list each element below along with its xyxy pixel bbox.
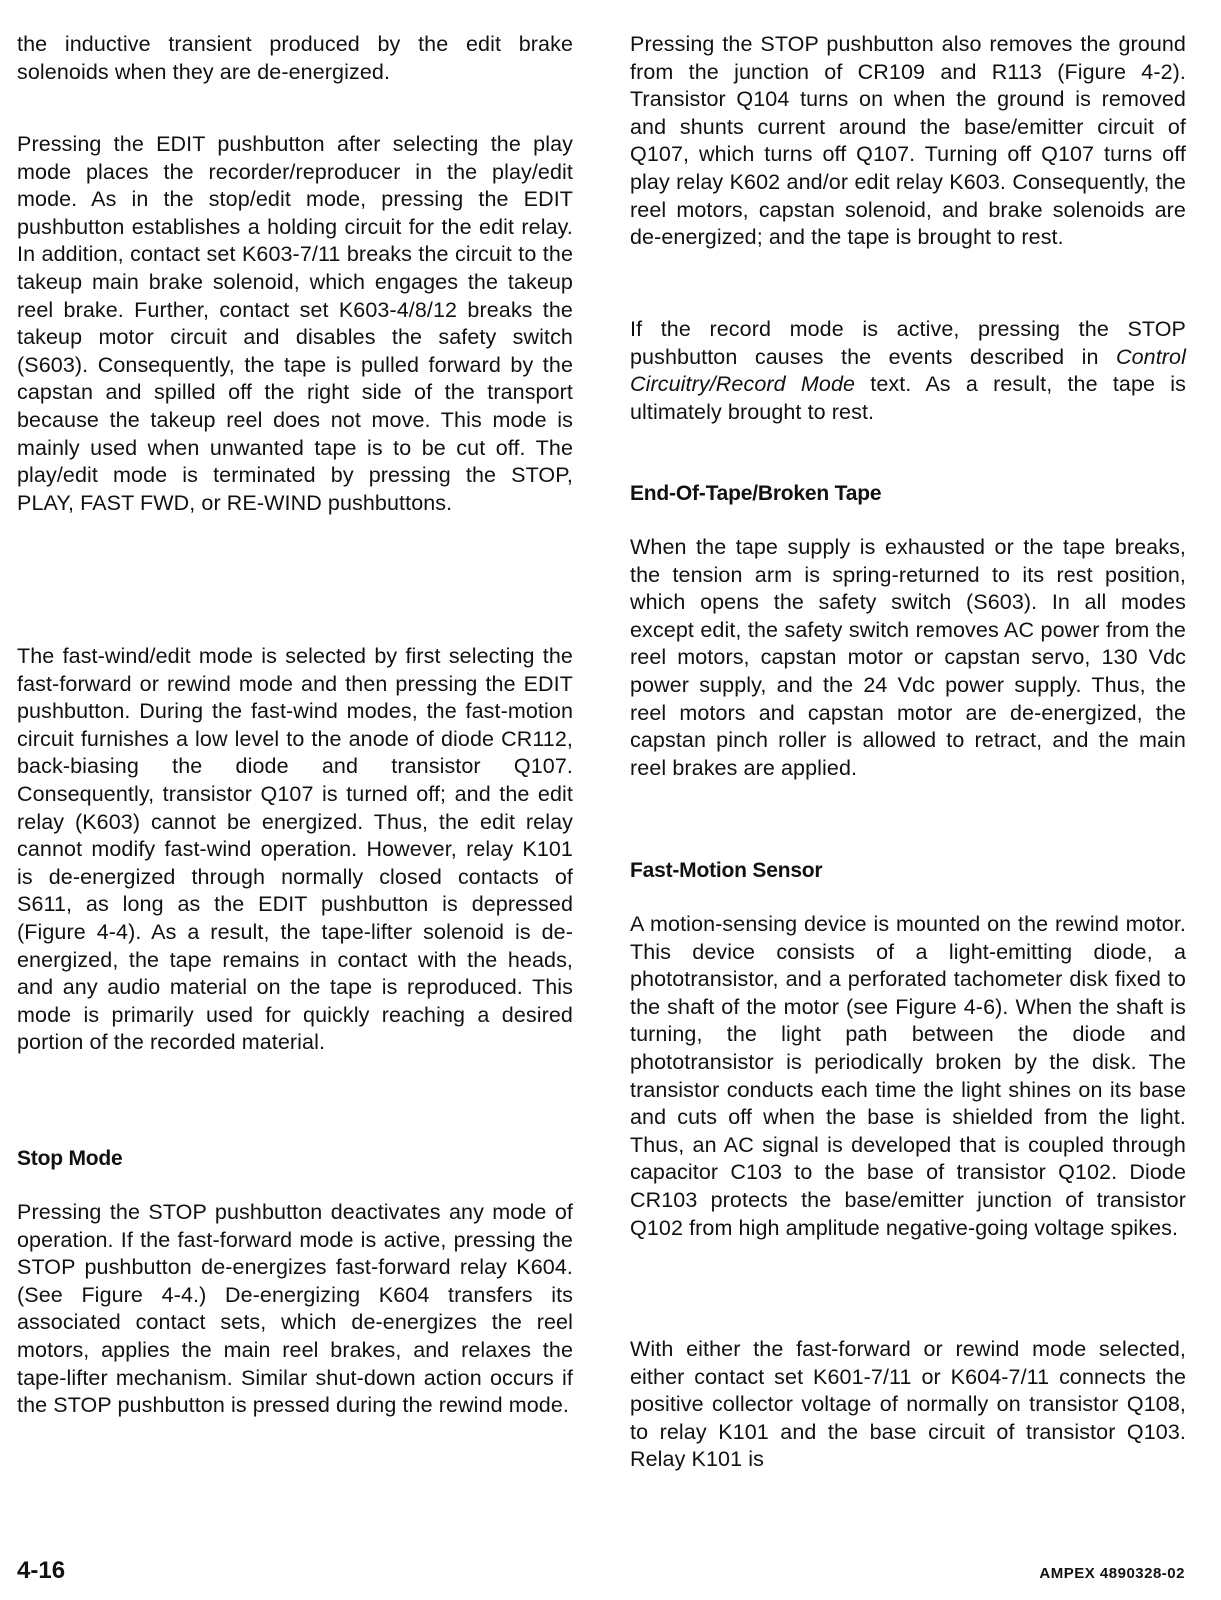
heading-stop-mode: Stop Mode [17, 1147, 123, 1170]
paragraph-play-edit-mode: Pressing the EDIT pushbutton after selecting the play mode places the recorder/reproducer in the play/edit mode. As in the stop/edit mode, pressing the EDIT pushbutton establishes a holding circuit for the edit relay. In addition, contact set K603-7/11 breaks the circuit to the takeup main brake solenoid, which engages the takeup reel brake. Further, contact set K603-4/8/12 breaks the takeup motor circuit and disables the safety switch (S603). Consequently, the tape is pulled forward by the capstan and spilled off the right side of the transport because the takeup reel does not move. This mode is mainly used when unwanted tape is to be cut off. The play/edit mode is terminated by pressing the STOP, PLAY, FAST FWD, or RE-WIND pushbuttons. [17, 132, 573, 515]
paragraph-end-of-tape: When the tape supply is exhausted or the tape breaks, the tension arm is spring-returned to its rest position, which opens the safety switch (S603). In all modes except edit, the safety switch removes AC power from the reel motors, capstan motor or capstan servo, 130 Vdc power supply, and the 24 Vdc power supply. Thus, the reel motors and capstan motor are de-energized, the capstan pinch roller is allowed to retract, and the main reel brakes are applied. [630, 535, 1186, 780]
document-id: AMPEX 4890328-02 [1039, 1565, 1185, 1582]
paragraph-edit-brake-transient: the inductive transient produced by the edit brake solenoids when they are de-energized. [17, 32, 573, 84]
page-number: 4-16 [17, 1557, 66, 1584]
paragraph-fast-forward-rewind-contact: With either the fast-forward or rewind mode selected, either contact set K601-7/11 or K604-7/11 connects the positive collector voltage of normally on transistor Q108, to relay K101 and the base circuit of transistor Q103. Relay K101 is [630, 1337, 1186, 1472]
record-mode-reference: Control Circuitry/Record Mode [630, 344, 1186, 397]
heading-end-of-tape: End-Of-Tape/Broken Tape [630, 482, 882, 505]
paragraph-fast-wind-edit-mode: The fast-wind/edit mode is selected by first selecting the fast-forward or rewind mode and then pressing the EDIT pushbutton. During the fast-wind modes, the fast-motion circuit furnishes a low level to the anode of diode CR112, back-biasing the diode and transistor Q107. Consequently, transistor Q107 is turned off; and the edit relay (K603) cannot be energized. Thus, the edit relay cannot modify fast-wind operation. However, relay K101 is de-energized through normally closed contacts of S611, as long as the EDIT pushbutton is depressed (Figure 4-4). As a result, the tape-lifter solenoid is de-energized, the tape remains in contact with the heads, and any audio material on the tape is reproduced. This mode is primarily used for quickly reaching a desired portion of the recorded material. [17, 644, 573, 1055]
paragraph-motion-sensing-device: A motion-sensing device is mounted on the rewind motor. This device consists of a light-emitting diode, a phototransistor, and a perforated tachometer disk fixed to the shaft of the motor (see Figure 4-6). When the shaft is turning, the light path between the diode and phototransistor is periodically broken by the disk. The transistor conducts each time the light shines on its base and cuts off when the base is shielded from the light. Thus, an AC signal is developed that is coupled through capacitor C103 to the base of transistor Q102. Diode CR103 protects the base/emitter junction of transistor Q102 from high amplitude negative-going voltage spikes. [630, 912, 1186, 1240]
heading-fast-motion-sensor: Fast-Motion Sensor [630, 859, 823, 882]
paragraph-record-mode-stop [630, 316, 1186, 426]
record-mode-text-before: If the record mode is active, pressing the STOP pushbutton causes the events described in [630, 317, 1186, 369]
paragraph-stop-mode: Pressing the STOP pushbutton deactivates any mode of operation. If the fast-forward mode is active, pressing the STOP pushbutton de-energizes fast-forward relay K604. (See Figure 4-4.) De-energizing K604 transfers its associated contact sets, which de-energizes the reel motors, applies the main reel brakes, and relaxes the tape-lifter mechanism. Similar shut-down action occurs if the STOP pushbutton is pressed during the rewind mode. [17, 1200, 573, 1418]
paragraph-stop-removes-ground: Pressing the STOP pushbutton also removes the ground from the junction of CR109 and R113 (Figure 4-2). Transistor Q104 turns on when the ground is removed and shunts current around the base/emitter circuit of Q107, which turns off Q107. Turning off Q107 turns off play relay K602 and/or edit relay K603. Consequently, the reel motors, capstan solenoid, and brake solenoids are de-energized; and the tape is brought to rest. [630, 32, 1186, 250]
record-mode-text-after: text. As a result, the tape is ultimately brought to rest. [630, 372, 1186, 424]
